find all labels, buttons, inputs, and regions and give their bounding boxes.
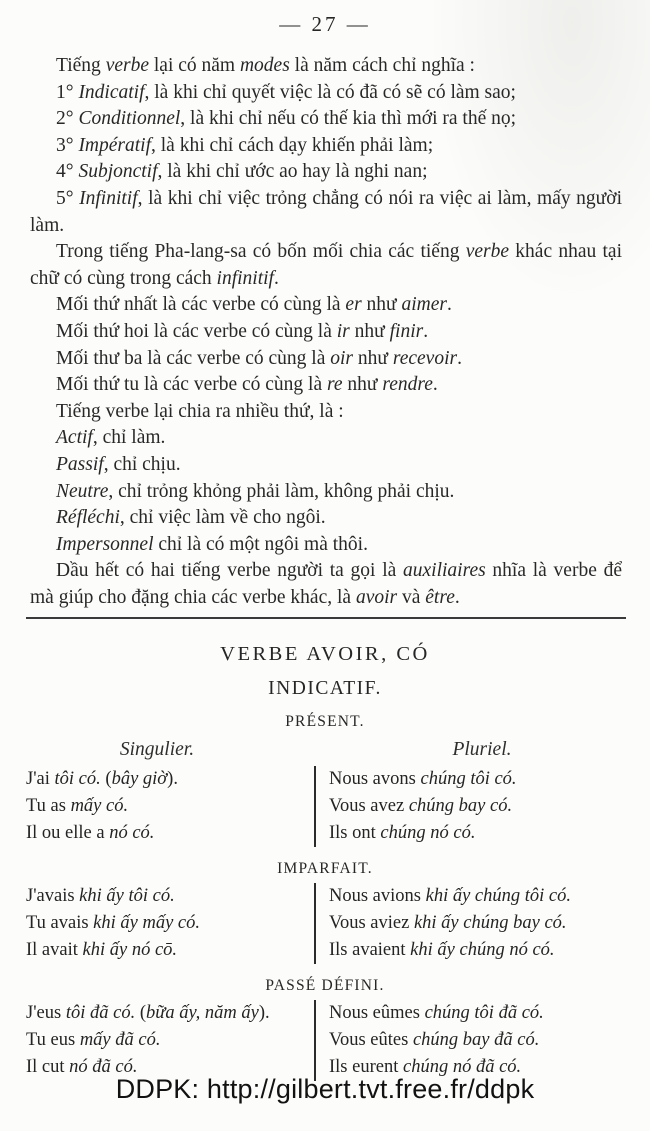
conjugation-line: Ils ont chúng nó có. <box>329 823 476 844</box>
intro-paragraph: Actif, chỉ làm. <box>56 427 166 449</box>
conjugation-line: Ils avaient khi ấy chúng nó có. <box>329 940 555 961</box>
footer-watermark: DDPK: http://gilbert.tvt.free.fr/ddpk <box>115 1074 535 1104</box>
tense-right-column <box>314 766 650 847</box>
verb-title: VERBE AVOIR, CÓ <box>220 643 430 666</box>
intro-paragraph: Réfléchi, chỉ việc làm về cho ngôi. <box>56 507 326 529</box>
mood-title: INDICATIF. <box>268 678 382 700</box>
conjugation-line: Nous eûmes chúng tôi đã có. <box>329 1003 544 1024</box>
conjugation-line: Ils eurent chúng nó đã có. <box>329 1057 522 1078</box>
conjugation-line: Tu as mấy có. <box>26 796 129 817</box>
tense-rows <box>0 766 650 847</box>
intro-paragraph: Tiếng verbe lại có năm modes là năm cách chỉ nghĩa : <box>56 55 475 76</box>
tense-rows <box>0 883 650 964</box>
intro-paragraph: Impersonnel chỉ là có một ngôi mà thôi. <box>56 533 368 555</box>
conjugation-line: Il ou elle a nó có. <box>26 823 155 844</box>
conjugation-section <box>0 643 650 1081</box>
conjugation-line: Nous avons chúng tôi có. <box>329 769 517 790</box>
tense-left-column <box>0 1000 314 1081</box>
tense-block <box>0 977 650 1081</box>
intro-paragraph: Neutre, chỉ trỏng khỏng phải làm, không phải chịu. <box>56 480 455 502</box>
intro-paragraph: 3° Impératif, là khi chỉ cách dạy khiến phải làm; <box>56 134 434 156</box>
conjugation-line: Tu avais khi ấy mấy có. <box>26 913 201 934</box>
intro-paragraph: Mối thư ba là các verbe có cùng là oir như recevoir. <box>56 347 462 369</box>
conjugation-line: J'avais khi ấy tôi có. <box>26 886 175 907</box>
tense-block <box>0 713 650 847</box>
intro-paragraph: Dầu hết có hai tiếng verbe người ta gọi là auxiliaires nhĩa là verbe để mà giúp cho đặng chia các verbe khác, là avoir và être. <box>30 560 622 608</box>
conjugation-line: Nous avions khi ấy chúng tôi có. <box>329 886 572 907</box>
intro-paragraph: 2° Conditionnel, là khi chỉ nếu có thế kia thì mới ra thế nọ; <box>56 108 517 130</box>
intro-paragraph: Tiếng verbe lại chia ra nhiều thứ, là : <box>56 400 344 422</box>
tense-left-column <box>0 766 314 847</box>
intro-paragraph: 4° Subjonctif, là khi chỉ ước ao hay là nghi nan; <box>56 161 428 183</box>
conjugation-line: Vous eûtes chúng bay đã có. <box>329 1030 540 1051</box>
tense-name: PRÉSENT. <box>285 713 365 731</box>
page-number: — 27 — <box>279 12 371 36</box>
tense-block <box>0 860 650 964</box>
column-headers <box>0 739 650 761</box>
conjugation-line: J'eus tôi đã có. (bữa ấy, năm ấy). <box>26 1003 270 1024</box>
conjugation-line: Tu eus mấy đã có. <box>26 1030 161 1051</box>
conjugation-line: J'ai tôi có. (bây giờ). <box>26 769 178 790</box>
conjugation-line: Vous aviez khi ấy chúng bay có. <box>329 913 567 934</box>
tense-name: PASSÉ DÉFINI. <box>265 977 385 995</box>
intro-paragraph: Passif, chỉ chịu. <box>56 453 181 475</box>
section-divider <box>26 617 626 619</box>
column-right-label: Pluriel. <box>452 739 512 761</box>
intro-paragraph: 1° Indicatif, là khi chỉ quyết việc là có đã có sẽ có làm sao; <box>56 81 516 103</box>
tense-blocks <box>0 713 650 1081</box>
conjugation-line: Il cut nó đã có. <box>26 1057 138 1078</box>
intro-paragraph: Trong tiếng Pha-lang-sa có bốn mối chia các tiếng verbe khác nhau tại chữ có cùng trong cách infinitif. <box>30 241 622 289</box>
intro-paragraph: Mối thứ hoi là các verbe có cùng là ir như finir. <box>56 320 429 342</box>
tense-right-column <box>314 883 650 964</box>
conjugation-line: Il avait khi ấy nó cō. <box>26 940 178 961</box>
intro-paragraph: 5° Infinitif, là khi chỉ việc trỏng chẳng có nói ra việc ai làm, mấy người làm. <box>30 187 622 236</box>
intro-paragraph: Mối thứ nhất là các verbe có cùng là er như aimer. <box>56 294 452 316</box>
tense-rows <box>0 1000 650 1081</box>
intro-paragraphs <box>30 53 622 611</box>
tense-right-column <box>314 1000 650 1081</box>
conjugation-line: Vous avez chúng bay có. <box>329 796 513 817</box>
intro-paragraph: Mối thứ tu là các verbe có cùng là re như rendre. <box>56 374 438 396</box>
column-left-label: Singulier. <box>119 739 195 761</box>
tense-name: IMPARFAIT. <box>277 860 373 878</box>
tense-left-column <box>0 883 314 964</box>
